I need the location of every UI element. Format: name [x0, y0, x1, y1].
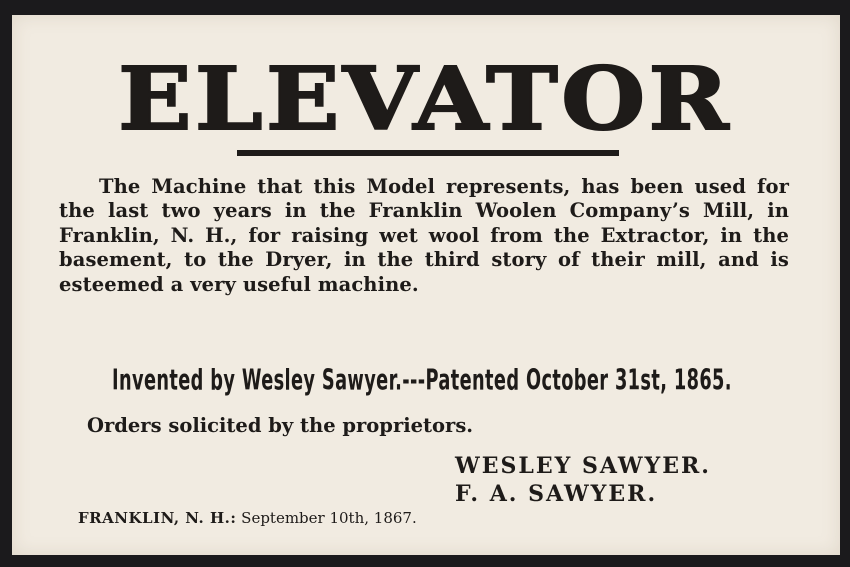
title-underline [237, 150, 619, 156]
poster-title: ELEVATOR [118, 49, 732, 150]
proprietor-name: WESLEY SAWYER. [455, 453, 711, 479]
footer-date: September 10th, 1867. [241, 509, 417, 527]
inventor-patent-line: Invented by Wesley Sawyer.---Patented October 31st, 1865. [112, 363, 732, 397]
footer-place: FRANKLIN, N. H.: [78, 509, 237, 527]
poster-body-paragraph: The Machine that this Model represents, has been used for the last two years in the Franklin Woolen Company’s Mill, in Franklin, N. H., for raising wet wool from the Extractor, in the basement, to the Dryer, in the third story of their mill, and is esteemed a very useful machine. [59, 175, 789, 296]
proprietor-name: F. A. SAWYER. [455, 481, 658, 507]
orders-line: Orders solicited by the proprietors. [87, 414, 474, 437]
poster-footer [78, 507, 417, 529]
